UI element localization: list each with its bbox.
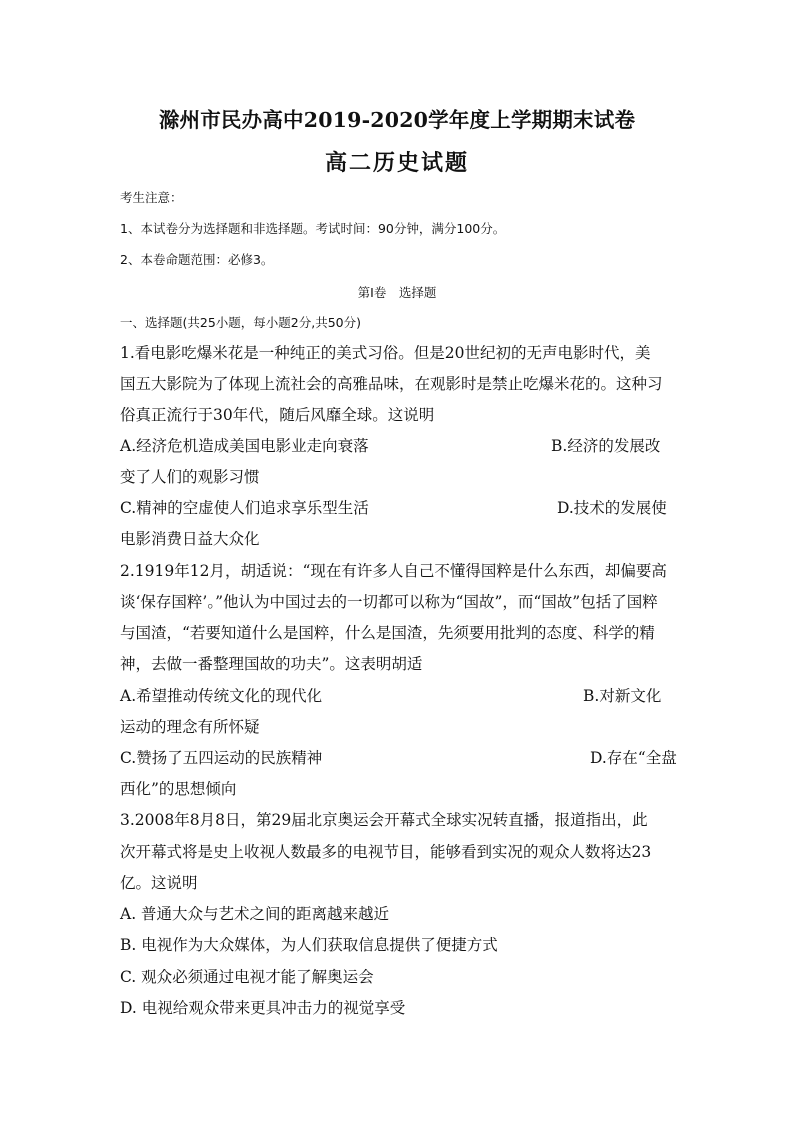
q3-option-a: A. 普通大众与艺术之间的距离越来越近 [120, 905, 390, 923]
q1-stem-line: 1.看电影吃爆米花是一种纯正的美式习俗。但是20世纪初的无声电影时代，美 [120, 344, 651, 362]
q3-stem-line: 次开幕式将是史上收视人数最多的电视节目，能够看到实况的观众人数将达23 [120, 843, 652, 861]
q3-stem-line: 亿。这说明 [120, 874, 198, 892]
exam-title: 滁州市民办高中2019-2020学年度上学期期末试卷 [158, 108, 636, 132]
q2-option-b-cont: 运动的理念有所怀疑 [120, 718, 260, 736]
q3-option-c: C. 观众必须通过电视才能了解奥运会 [120, 968, 374, 986]
q1-option-c: C.精神的空虚使人们追求享乐型生活 [120, 499, 369, 517]
q2-option-b: B.对新文化 [583, 687, 662, 705]
section-heading: 一、选择题(共25小题，每小题2分,共50分) [120, 315, 361, 330]
notice-item-2: 2、本卷命题范围：必修3。 [120, 252, 274, 267]
q3-stem-line: 3.2008年8月8日，第29届北京奥运会开幕式全球实况转直播，报道指出，此 [120, 811, 648, 829]
q1-option-d: D.技术的发展使 [557, 499, 667, 517]
exam-subtitle: 高二历史试题 [324, 150, 469, 176]
q2-option-a: A.希望推动传统文化的现代化 [120, 687, 323, 705]
q1-stem-line: 俗真正流行于30年代，随后风靡全球。这说明 [120, 406, 435, 424]
q1-option-b: B.经济的发展改 [551, 437, 661, 455]
q2-stem-line: 神，去做一番整理国故的功夫”。这表明胡适 [120, 655, 423, 673]
q2-stem-line: 2.1919年12月，胡适说：“现在有许多人自己不懂得国粹是什么东西，却偏要高 [120, 562, 667, 580]
notice-heading: 考生注意： [120, 190, 183, 205]
q3-option-d: D. 电视给观众带来更具冲击力的视觉享受 [120, 999, 406, 1017]
q2-option-d: D.存在“全盘 [590, 749, 677, 767]
q2-stem-line: 谈‘保存国粹’。”他认为中国过去的一切都可以称为“国故”，而“国故”包括了国粹 [120, 593, 658, 611]
q2-option-c: C.赞扬了五四运动的民族精神 [120, 749, 323, 767]
q2-stem-line: 与国渣，“若要知道什么是国粹，什么是国渣，先须要用批判的态度、科学的精 [120, 624, 655, 642]
q1-option-d-cont: 电影消费日益大众化 [120, 530, 260, 548]
notice-item-1: 1、本试卷分为选择题和非选择题。考试时间：90分钟，满分100分。 [120, 221, 506, 236]
q2-option-d-cont: 西化”的思想倾向 [120, 780, 237, 798]
volume-heading: 第Ⅰ卷 选择题 [357, 285, 437, 300]
q1-option-b-cont: 变了人们的观影习惯 [120, 468, 260, 486]
q1-stem-line: 国五大影院为了体现上流社会的高雅品味，在观影时是禁止吃爆米花的。这种习 [120, 375, 663, 393]
q1-option-a: A.经济危机造成美国电影业走向衰落 [120, 437, 369, 455]
q3-option-b: B. 电视作为大众媒体，为人们获取信息提供了便捷方式 [120, 936, 498, 954]
